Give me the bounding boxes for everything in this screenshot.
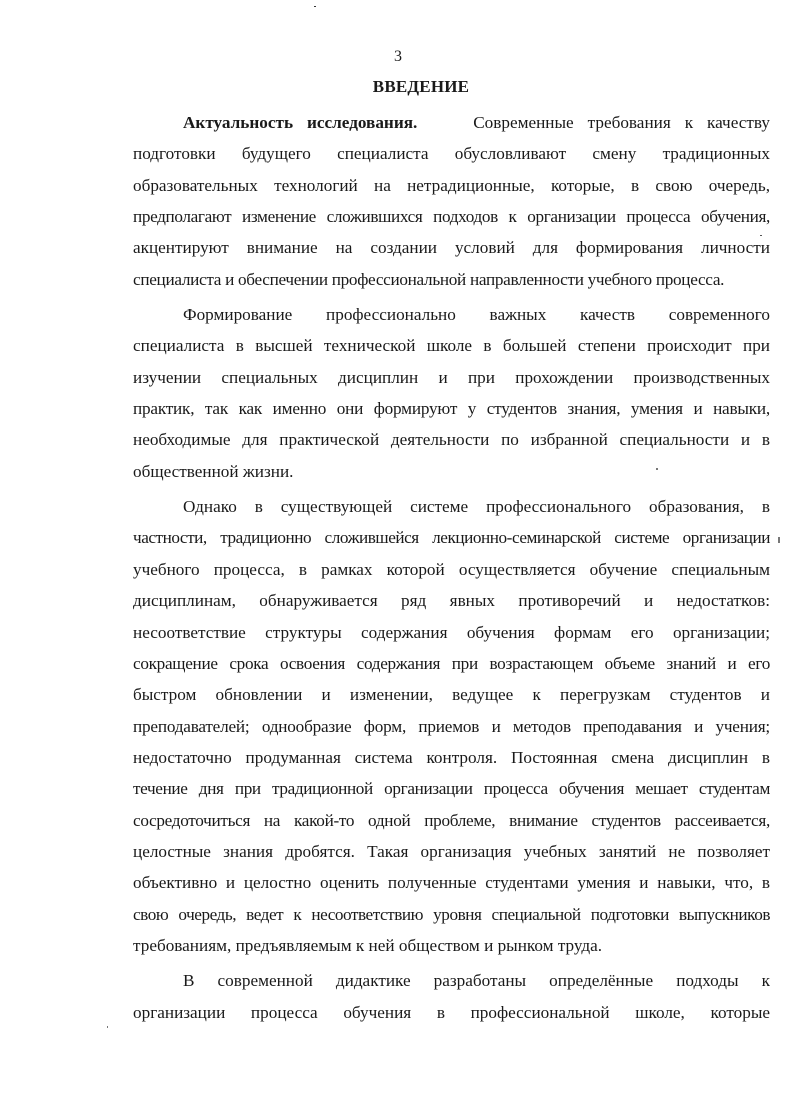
- page-number: 3: [394, 48, 402, 65]
- scan-speck: [314, 6, 316, 7]
- page-title: ВВЕДЕНИЕ: [372, 77, 470, 96]
- paragraph-contradictions: [133, 491, 770, 961]
- text-line: В современной дидактике разработаны определённые подходы к: [183, 971, 770, 991]
- text-line: предполагают изменение сложившихся подходов к организации процесса обучения,: [133, 207, 770, 227]
- text-line: изучении специальных дисциплин и при прохождении производственных: [133, 367, 770, 387]
- text-line: требованиям, предъявляемым к ней обществом и рынком труда.: [133, 935, 603, 955]
- paragraph-relevance: [133, 107, 770, 295]
- text-line: Актуальность исследования. Современные требования к качеству: [183, 113, 771, 132]
- text-line: целостные знания дробятся. Такая организация учебных занятий не позволяет: [133, 841, 770, 861]
- text-line: общественной жизни.: [133, 461, 294, 481]
- text-line: Формирование профессионально важных качеств современного: [183, 305, 770, 325]
- paragraph-didactics: [133, 965, 770, 1028]
- scan-speck: [760, 235, 762, 236]
- text-line: недостаточно продуманная система контроля. Постоянная смена дисциплин в: [133, 747, 770, 767]
- text-line: учебного процесса, в рамках которой осуществляется обучение специальным: [133, 559, 770, 579]
- text-line: преподавателей; однообразие форм, приемов и методов преподавания и учения;: [133, 716, 770, 736]
- text-line: течение дня при традиционной организации процесса обучения мешает студентам: [133, 779, 770, 799]
- text-line: объективно и целостно оценить полученные студентами умения и навыки, что, в: [133, 873, 770, 893]
- text-line: образовательных технологий на нетрадиционные, которые, в свою очередь,: [133, 175, 770, 195]
- text-line: дисциплинам, обнаруживается ряд явных противоречий и недостатков:: [133, 591, 770, 611]
- paragraph-formation: [133, 299, 770, 487]
- document-body: [133, 107, 770, 1028]
- scan-speck: [107, 1026, 108, 1028]
- text-line: необходимые для практической деятельности по избранной специальности и в: [133, 430, 770, 450]
- text-line: подготовки будущего специалиста обусловливают смену традиционных: [133, 144, 770, 164]
- scan-speck: [778, 537, 780, 543]
- text-line: Однако в существующей системе профессионального образования, в: [183, 497, 770, 517]
- text-line: практик, так как именно они формируют у студентов знания, умения и навыки,: [133, 399, 770, 419]
- text-line: специалиста в высшей технической школе в большей степени происходит при: [133, 336, 770, 356]
- scan-speck: [656, 468, 658, 470]
- text-line: организации процесса обучения в профессиональной школе, которые: [133, 1002, 770, 1022]
- text-line: сокращение срока освоения содержания при возрастающем объеме знаний и его: [133, 653, 770, 673]
- relevance-lead: Актуальность исследования.: [183, 113, 418, 132]
- text-line: специалиста и обеспечении профессиональной направленности учебного процесса.: [133, 269, 725, 289]
- text-line: сосредоточиться на какой-то одной проблеме, внимание студентов рассеивается,: [133, 810, 770, 830]
- text-line: частности, традиционно сложившейся лекционно-семинарской системе организации: [133, 528, 770, 548]
- text-line: акцентируют внимание на создании условий для формирования личности: [133, 238, 770, 258]
- text-line: быстром обновлении и изменении, ведущее к перегрузкам студентов и: [133, 685, 770, 705]
- text-line: свою очередь, ведет к несоответствию уровня специальной подготовки выпускников: [133, 904, 770, 924]
- text-line: несоответствие структуры содержания обучения формам его организации;: [133, 622, 770, 642]
